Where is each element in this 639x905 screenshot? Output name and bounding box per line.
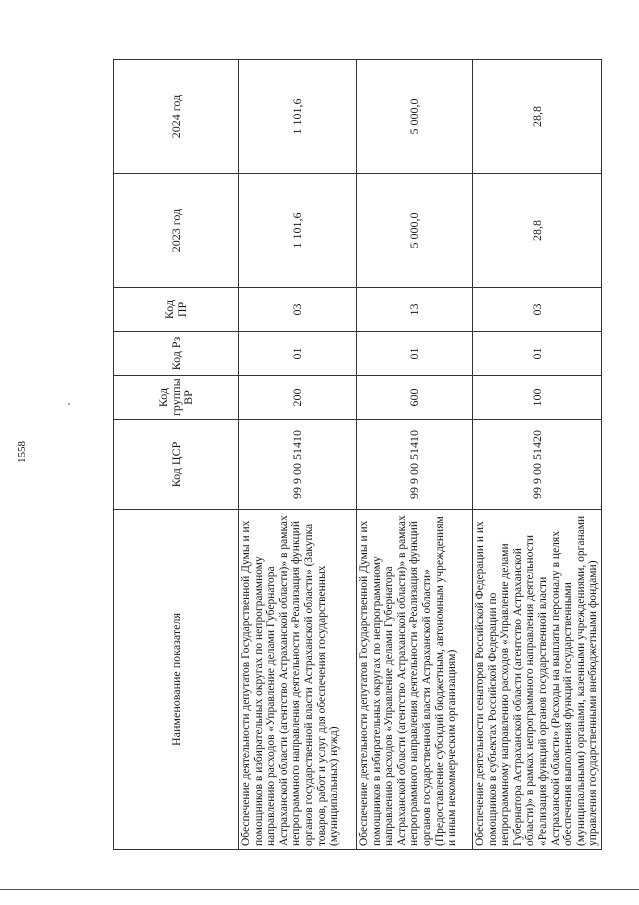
- header-2023: 2023 год: [114, 174, 239, 288]
- header-pr: Код ПР: [114, 288, 239, 332]
- row-2023: 1 101,6: [239, 174, 357, 288]
- header-name: Наименование показателя: [114, 510, 239, 850]
- row-2023: 28,8: [473, 174, 602, 288]
- budget-table-container: [113, 60, 600, 850]
- header-rz: Код Рз: [114, 332, 239, 376]
- budget-table: [113, 59, 602, 850]
- row-rz: 01: [239, 332, 357, 376]
- table-row: [473, 60, 602, 850]
- row-pr: 13: [357, 288, 473, 332]
- table-header-row: [114, 60, 239, 850]
- bottom-rule: [0, 889, 639, 890]
- page-number: 1558: [16, 441, 28, 463]
- row-name: Обеспечение деятельности сенаторов Российской Федерации и их помощников в субъектах Российской Федерации по непрограммному направлению расходов «Управление делами Губернатора Астраханской области (агентство Астраханской области)» в рамках непрограммного направления деятельности «Реализация функций органов государственной власти Астраханской области» (Расходы на выплаты персоналу в целях обеспечения выполнения функций государственными (муниципальными) органами, казенными учреждениями, органами управления государственными внебюджетными фондами): [473, 510, 602, 850]
- row-rz: 01: [357, 332, 473, 376]
- row-vr: 200: [239, 376, 357, 420]
- header-2024: 2024 год: [114, 60, 239, 174]
- table-row: [239, 60, 357, 850]
- row-2024: 1 101,6: [239, 60, 357, 174]
- row-vr: 600: [357, 376, 473, 420]
- row-2023: 5 000,0: [357, 174, 473, 288]
- row-rz: 01: [473, 332, 602, 376]
- row-name: Обеспечение деятельности депутатов Государственной Думы и их помощников в избирательных округах по непрограммному направлению расходов «Управление делами Губернатора Астраханской области (агентство Астраханской области)» в рамках непрограммного направления деятельности «Реализация функций органов государственной власти Астраханской области» (Предоставление субсидий бюджетным, автономным учреждениям и иным некоммерческим организациям): [357, 510, 473, 850]
- row-name: Обеспечение деятельности депутатов Государственной Думы и их помощников в избирательных округах по непрограммному направлению расходов «Управление делами Губернатора Астраханской области (агентство Астраханской области)» в рамках непрограммного направления деятельности «Реализация функций органов государственной власти Астраханской области» (Закупка товаров, работ и услуг для обеспечения государственных (муниципальных) нужд): [239, 510, 357, 850]
- table-row: [357, 60, 473, 850]
- header-vr: Код группы ВР: [114, 376, 239, 420]
- row-2024: 5 000,0: [357, 60, 473, 174]
- row-csr: 99 9 00 51410: [239, 420, 357, 510]
- header-csr: Код ЦСР: [114, 420, 239, 510]
- row-vr: 100: [473, 376, 602, 420]
- row-pr: 03: [473, 288, 602, 332]
- scan-speck: [68, 403, 70, 405]
- row-csr: 99 9 00 51410: [357, 420, 473, 510]
- row-csr: 99 9 00 51420: [473, 420, 602, 510]
- row-2024: 28,8: [473, 60, 602, 174]
- row-pr: 03: [239, 288, 357, 332]
